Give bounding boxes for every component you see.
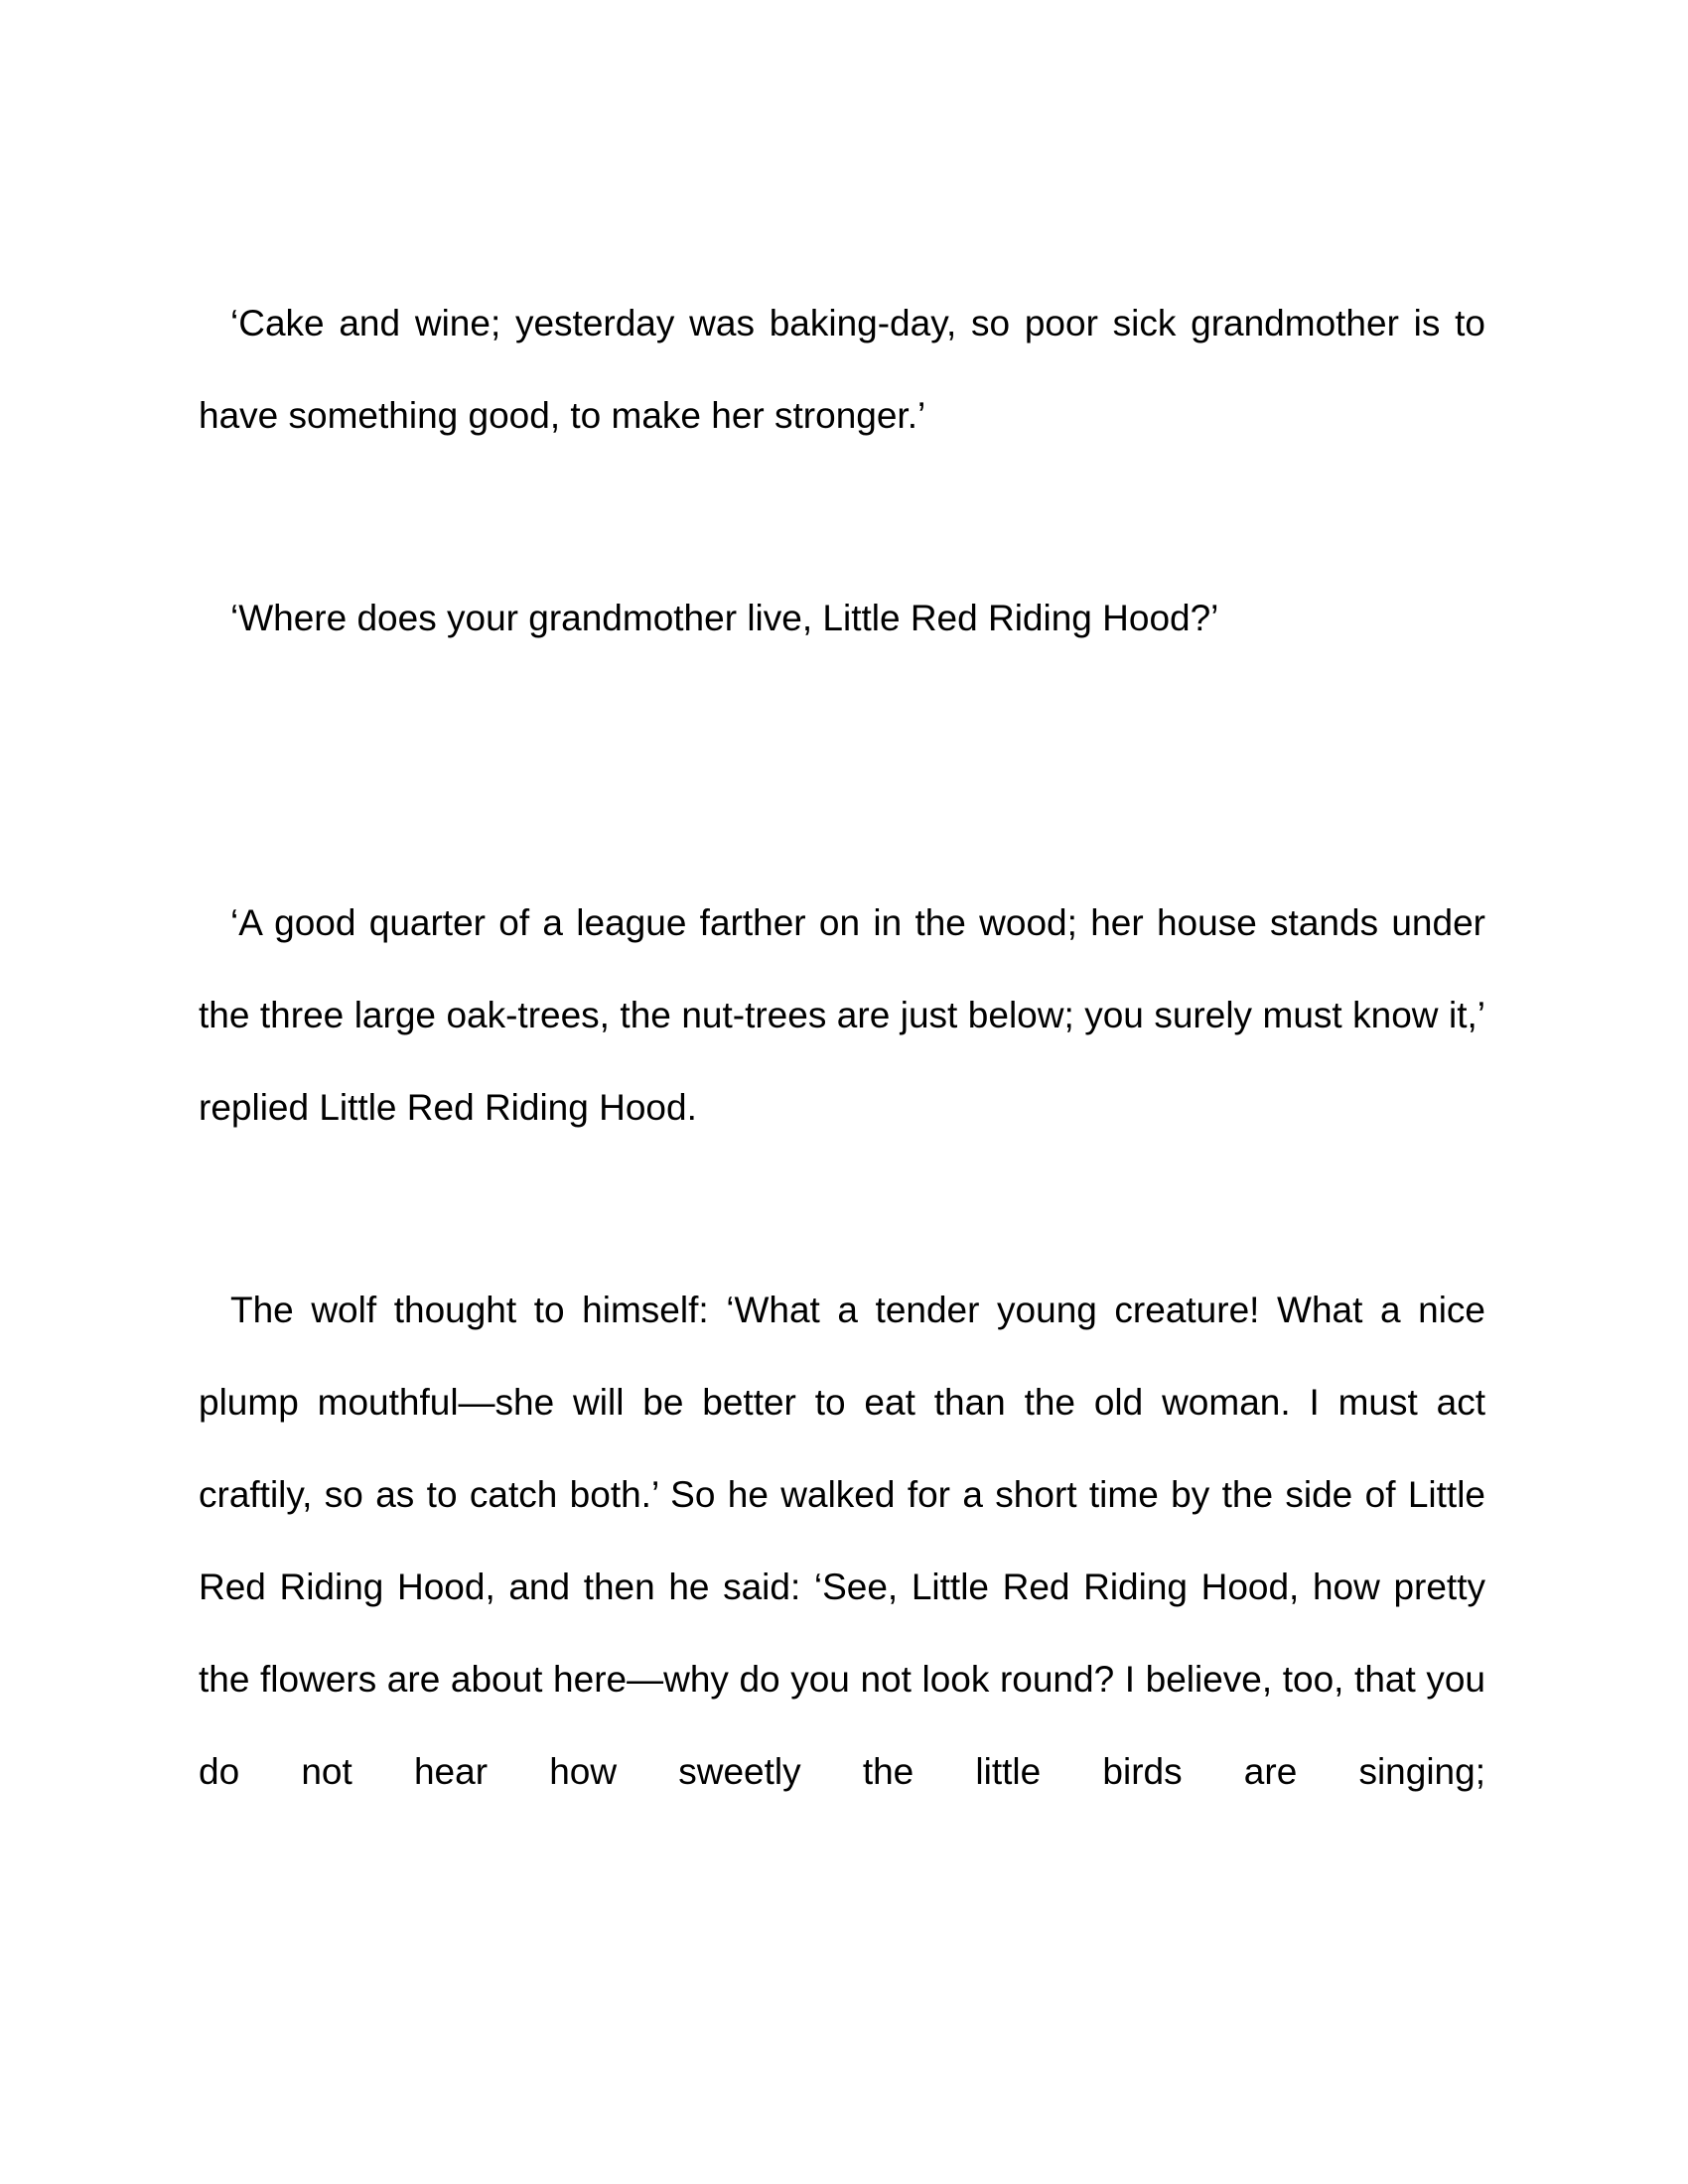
paragraph-cake-and-wine: ‘Cake and wine; yesterday was baking-day, so poor sick grandmother is to have something good, to make her stronger.’ (199, 303, 1485, 436)
paragraph-where-does-grandmother-live: ‘Where does your grandmother live, Little Red Riding Hood?’ (230, 598, 1219, 638)
paragraph-good-quarter-league: ‘A good quarter of a league farther on in the wood; her house stands under the three large oak-trees, the nut-trees are just below; you surely must know it,’ replied Little Red Riding Hood. (199, 902, 1485, 1128)
paragraph-wolf-thought: The wolf thought to himself: ‘What a tender young creature! What a nice plump mouthful—she will be better to eat than the old woman. I must act craftily, so as to catch both.’ So he walked for a short time by the side of Little Red Riding Hood, and then he said: ‘See, Little Red Riding Hood, how pretty the flowers are about here—why do you not look round? I believe, too, that you do not hear how sweetly the little birds are singing; (199, 1290, 1485, 1792)
